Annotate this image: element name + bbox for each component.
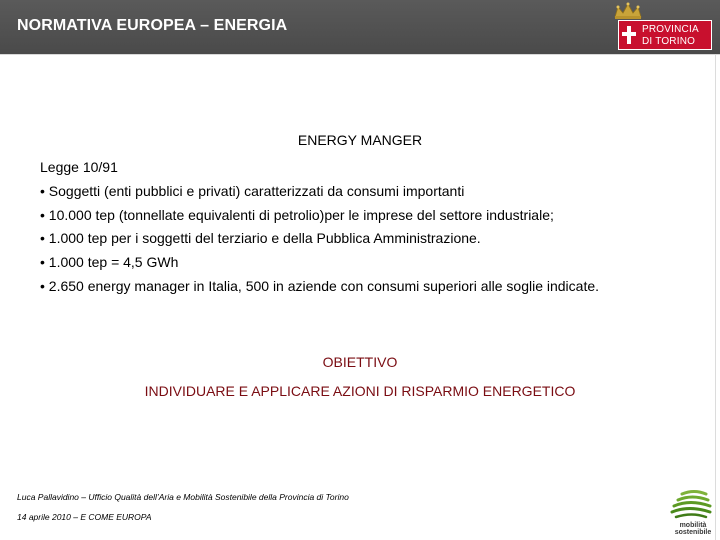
logo-line-torino: DI TORINO (642, 36, 696, 47)
content-line: • Soggetti (enti pubblici e privati) caratterizzati da consumi importanti (40, 182, 465, 199)
footer-author: Luca Pallavidino – Ufficio Qualità dell’Aria e Mobilità Sostenibile della Provincia di Torino (17, 492, 349, 502)
content-body (40, 156, 690, 299)
right-border (715, 55, 716, 540)
crown-icon (612, 2, 644, 20)
header-bar (0, 0, 720, 54)
provincia-torino-logo (618, 20, 712, 50)
header-divider (0, 54, 720, 55)
objective-label: OBIETTIVO (322, 354, 398, 370)
mobility-logo-text (670, 522, 716, 536)
mobility-logo-line2: sostenibile (674, 529, 712, 536)
objective-text: INDIVIDUARE E APPLICARE AZIONI DI RISPARMIO ENERGETICO (144, 383, 576, 399)
logo-line-provincia: PROVINCIA (642, 24, 699, 35)
content-line: • 2.650 energy manager in Italia, 500 in aziende con consumi superiori alle soglie indicate. (40, 277, 600, 294)
cross-emblem-icon (621, 24, 637, 46)
logo-text (642, 24, 699, 48)
section-subtitle: ENERGY MANGER (297, 132, 423, 148)
slide-title: NORMATIVA EUROPEA – ENERGIA (17, 17, 288, 34)
content-line: • 10.000 tep (tonnellate equivalenti di petrolio)per le imprese del settore industriale; (40, 206, 554, 223)
content-line: • 1.000 tep per i soggetti del terziario e della Pubblica Amministrazione. (40, 230, 481, 247)
content-line: • 1.000 tep = 4,5 GWh (40, 254, 179, 271)
footer-date: 14 aprile 2010 – E COME EUROPA (17, 512, 152, 522)
mobility-logo-line1: mobilità (679, 522, 707, 529)
content-line: Legge 10/91 (40, 159, 118, 175)
